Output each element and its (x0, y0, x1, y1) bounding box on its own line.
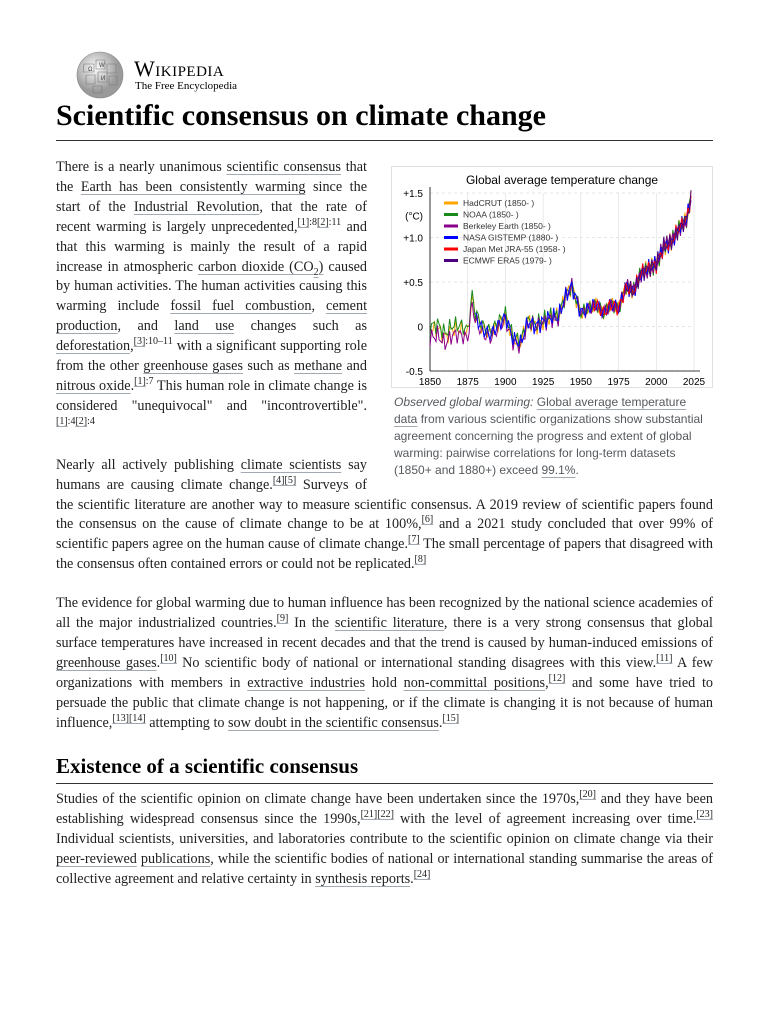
text: The evidence for global warming due to human influence has been recognized by the national science academies of all the major industrialized countries. (56, 595, 713, 632)
page-title: Scientific consensus on climate change (56, 98, 713, 141)
x-tick-label: 2000 (645, 377, 668, 387)
citation-link[interactable]: [9] (276, 613, 289, 625)
wiki-link[interactable]: ) (318, 258, 324, 275)
citation-page: :10–11 (145, 336, 173, 348)
legend-entry: NASA GISTEMP (1880- ) (463, 232, 559, 243)
citation-link[interactable]: [3] (133, 336, 146, 348)
legend-entry: Berkeley Earth (1850- ) (463, 221, 551, 231)
citation-link[interactable]: [15] (442, 712, 460, 724)
section-heading: Existence of a scientific consensus (56, 752, 713, 784)
wiki-link[interactable]: extractive industries (247, 674, 365, 691)
x-tick-label: 1950 (569, 377, 592, 387)
chart-title: Global average temperature change (465, 173, 659, 187)
paragraph-existence (56, 790, 713, 890)
text: caused by human activities. The human activities causing this warming include (56, 258, 367, 315)
citation-link[interactable]: [4] (272, 474, 285, 486)
citation-link[interactable]: [11] (656, 652, 673, 664)
text: , that the rate of recent warming is largely unprecedented, (56, 198, 367, 235)
wiki-link[interactable]: publications (140, 851, 211, 868)
citation-link[interactable]: [23] (696, 809, 714, 821)
citation-page: :8 (309, 216, 317, 228)
wiki-link[interactable]: 99.1% (541, 463, 576, 477)
text: , there is a very strong consensus that global surface temperatures have increased in recent decades and that the trend is caused by human-induced emissions of (56, 615, 713, 651)
svg-text:И: И (101, 76, 106, 82)
text: . (575, 463, 579, 477)
text: and some have tried to persuade the public that climate change is not happening, or if the climate is changing it is not because of human influence, (56, 674, 713, 731)
wiki-link[interactable]: deforestation (56, 338, 131, 355)
article-body (56, 158, 713, 909)
wiki-link[interactable]: land use (174, 318, 235, 335)
text: The small percentage of papers that disagreed with the consensus often contained errors or could not be replicated. (56, 536, 713, 573)
text: . (156, 654, 161, 671)
citation-page: :7 (145, 375, 154, 387)
text: Individual scientists, universities, and laboratories contribute to the scientific opinion on climate change via their (56, 831, 713, 848)
text: and a 2021 study concluded that over 99% of scientific papers agree on the human cause of climate change. (56, 516, 713, 553)
citation-link[interactable]: [6] (421, 514, 434, 526)
wiki-link[interactable]: methane (294, 358, 343, 375)
citation-link[interactable]: [20] (579, 789, 596, 801)
series-line (593, 196, 691, 316)
wiki-link[interactable]: peer-reviewed (56, 851, 137, 868)
figure-caption (391, 388, 713, 479)
x-tick-label: 1925 (532, 377, 555, 387)
wikipedia-wordmark: Wikipedia (134, 56, 225, 81)
citation-link[interactable]: [21] (360, 809, 378, 821)
text: , (545, 674, 549, 691)
citation-link[interactable]: [1] (297, 216, 310, 228)
citation-link[interactable]: [1] (134, 375, 146, 387)
text: and (342, 358, 367, 375)
citation-page: :4 (87, 415, 95, 427)
text: hold (365, 674, 404, 691)
citation-link[interactable]: [10] (160, 652, 177, 664)
y-tick-label: -0.5 (405, 367, 423, 378)
wiki-link[interactable]: sow doubt in the scientific consensus (228, 714, 439, 731)
citation-link[interactable]: [13] (112, 712, 129, 724)
y-tick-label: +1.5 (403, 189, 423, 200)
text: such as (243, 358, 295, 375)
y-axis-label: (°C) (405, 211, 423, 223)
text: and they have been establishing widespread consensus since the 1990s, (56, 791, 713, 828)
svg-text:W: W (99, 63, 105, 69)
text: , while the scientific bodies of national or international standing summarise the areas of collective agreement and relative certainty in (56, 851, 714, 888)
text: This human role in climate change is considered "unequivocal" and "incontrovertible". (56, 377, 367, 414)
wiki-link[interactable]: Earth has been consistently warming (80, 178, 306, 195)
wikipedia-tagline: The Free Encyclopedia (135, 80, 238, 92)
text: , (130, 338, 134, 355)
citation-link[interactable]: [12] (548, 672, 566, 684)
text: say humans are causing climate change. (56, 456, 367, 493)
figure-image[interactable] (391, 166, 713, 388)
text: , (311, 298, 327, 315)
text: from various scientific organizations show substantial agreement concerning the progress and extent of global warming: pairwise correlations for long-term datasets (1850+ and 1880+) exceed (394, 412, 703, 477)
text: with the level of agreement increasing over time. (393, 811, 697, 828)
citation-link[interactable]: [24] (413, 869, 431, 881)
citation-link[interactable]: [1] (56, 415, 68, 427)
wiki-link[interactable]: climate scientists (240, 456, 342, 473)
wiki-link[interactable]: fossil fuel combustion (170, 298, 312, 315)
wiki-link[interactable]: nitrous oxide (56, 377, 131, 394)
wiki-link[interactable]: non-committal positions (403, 674, 546, 691)
legend-entry: HadCRUT (1850- ) (463, 198, 535, 208)
series-line (625, 190, 691, 296)
x-tick-label: 1875 (456, 377, 479, 387)
y-tick-label: +0.5 (403, 278, 423, 289)
text: that the (56, 159, 367, 195)
subscript[interactable]: 2 (313, 266, 319, 278)
y-tick-label: +1.0 (403, 233, 423, 245)
wiki-link[interactable]: scientific literature (334, 615, 444, 632)
citation-link[interactable]: [8] (414, 554, 427, 566)
citation-link[interactable]: [22] (377, 809, 394, 821)
text: with a significant supporting role from the other (56, 338, 367, 375)
wiki-link[interactable]: carbon dioxide (CO (197, 258, 314, 275)
text: Observed global warming: (394, 395, 537, 409)
citation-link[interactable]: [7] (408, 534, 420, 546)
text: since the start of the (56, 178, 367, 215)
text: Nearly all actively publishing (56, 456, 241, 473)
wikipedia-globe-logo[interactable] (74, 50, 126, 100)
text: attempting to (145, 714, 229, 731)
wiki-link[interactable]: Industrial Revolution (133, 198, 260, 215)
wiki-link[interactable]: Global average temperature data (394, 395, 687, 426)
text: . (130, 377, 135, 394)
y-tick-label: 0 (417, 322, 423, 334)
wiki-link[interactable]: greenhouse gases (56, 654, 157, 671)
legend-entry: NOAA (1850- ) (463, 209, 519, 220)
wiki-link[interactable]: synthesis reports (315, 871, 411, 888)
text: A few organizations with members in (56, 654, 714, 691)
citation-page: :11 (328, 216, 342, 228)
text: No scientific body of national or international standing disagrees with this view. (176, 654, 657, 671)
text: Surveys of the scientific literature are another way to measure scientific consensus. A 2019 review of scientific papers found the consensus on the cause of climate change to be at 100%, (56, 476, 713, 533)
text: There is a nearly unanimous (56, 159, 227, 175)
citation-link[interactable]: [2] (317, 216, 329, 228)
text: , and (117, 318, 175, 335)
citation-link[interactable]: [14] (129, 712, 146, 724)
legend-entry: Japan Met JRA-55 (1958- ) (463, 244, 566, 254)
citation-page: :4 (67, 415, 76, 427)
figure-global-temperature (391, 166, 713, 479)
svg-text:Ω: Ω (88, 67, 93, 73)
citation-link[interactable]: [2] (75, 415, 88, 427)
temperature-chart (392, 167, 712, 387)
x-tick-label: 2025 (682, 377, 706, 387)
text: . (438, 714, 443, 731)
text: Studies of the scientific opinion on climate change have been undertaken since the 1970s, (56, 791, 580, 808)
x-tick-label: 1900 (494, 377, 517, 387)
text: changes such as (234, 318, 367, 335)
citation-link[interactable]: [5] (284, 474, 297, 486)
x-tick-label: 1850 (418, 377, 442, 387)
x-tick-label: 1975 (607, 377, 630, 387)
text: and that this warming is mainly the result of a rapid increase in atmospheric (56, 218, 367, 275)
paragraph-evidence (56, 594, 713, 733)
text: In the (288, 615, 335, 632)
text: . (410, 871, 414, 888)
wiki-link[interactable]: scientific consensus (226, 159, 341, 175)
wiki-link[interactable]: cement production (56, 298, 368, 335)
wiki-link[interactable]: greenhouse gases (143, 358, 244, 375)
legend-entry: ECMWF ERA5 (1979- ) (463, 255, 552, 266)
